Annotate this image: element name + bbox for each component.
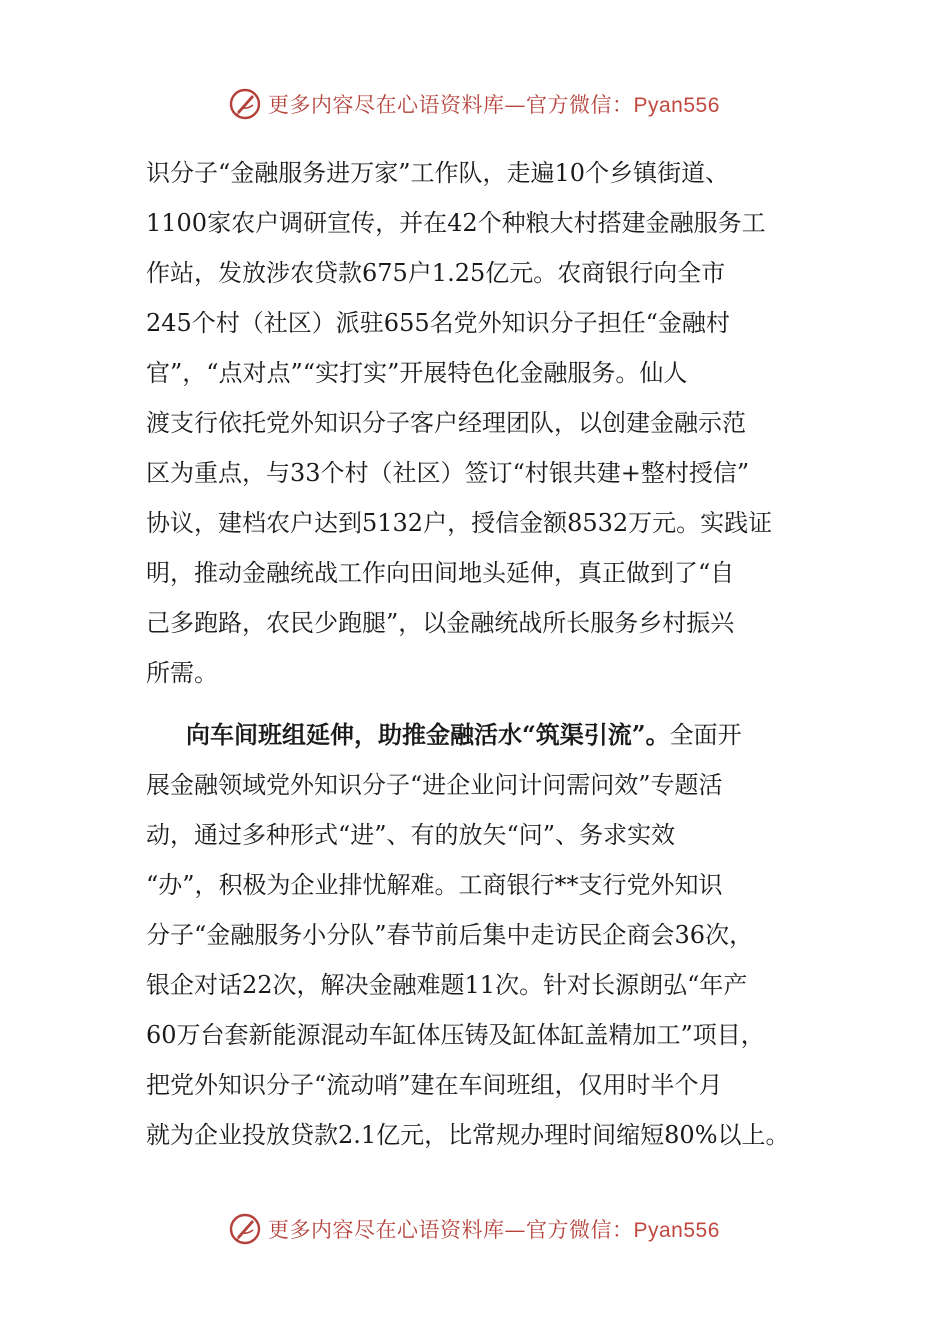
quill-pen-logo-icon bbox=[228, 1212, 262, 1246]
paragraph-first-line bbox=[146, 710, 814, 760]
text-line: 245个村（社区）派驻655名党外知识分子担任“金融村 bbox=[146, 309, 730, 337]
text-line: 识分子“金融服务进万家”工作队，走遍10个乡镇街道、 bbox=[146, 159, 730, 187]
text-line: 协议，建档农户达到5132户，授信金额8532万元。实践证 bbox=[146, 509, 773, 537]
text-line: 1100家农户调研宣传，并在42个种粮大村搭建金融服务工 bbox=[146, 209, 766, 237]
text-line: 分子“金融服务小分队”春节前后集中走访民企商会36次， bbox=[146, 921, 754, 949]
paragraph-rural-finance bbox=[146, 148, 814, 698]
text-line: “办”，积极为企业排忧解难。工商银行**支行党外知识 bbox=[146, 871, 723, 899]
quill-pen-logo-icon bbox=[228, 87, 262, 121]
text-line: 官”，“点对点”“实打实”开展特色化金融服务。仙人 bbox=[146, 359, 688, 387]
section-heading: 向车间班组延伸，助推金融活水“筑渠引流”。 bbox=[186, 720, 670, 749]
text-line: 60万台套新能源混动车缸体压铸及缸体缸盖精加工”项目， bbox=[146, 1021, 765, 1049]
text-line: 所需。 bbox=[146, 659, 218, 687]
banner-text: 更多内容尽在心语资料库—官方微信：Pyan556 bbox=[268, 93, 720, 117]
text-line: 区为重点，与33个村（社区）签订“村银共建+整村授信” bbox=[146, 459, 750, 487]
header-watermark-banner bbox=[228, 84, 720, 124]
banner-wechat-handle: Pyan556 bbox=[633, 1219, 720, 1242]
text-run: 全面开 bbox=[669, 721, 742, 749]
text-line: 银企对话22次，解决金融难题11次。针对长源朗弘“年产 bbox=[146, 971, 748, 999]
text-line: 展金融领域党外知识分子“进企业问计问需问效”专题活 bbox=[146, 771, 723, 799]
text-line: 明，推动金融统战工作向田间地头延伸，真正做到了“自 bbox=[146, 559, 735, 587]
banner-text: 更多内容尽在心语资料库—官方微信：Pyan556 bbox=[268, 1218, 720, 1242]
text-line: 动，通过多种形式“进”、有的放矢“问”、务求实效 bbox=[146, 821, 676, 849]
text-line: 己多跑路，农民少跑腿”，以金融统战所长服务乡村振兴 bbox=[146, 609, 735, 637]
text-line: 渡支行依托党外知识分子客户经理团队，以创建金融示范 bbox=[146, 409, 746, 437]
text-line: 作站，发放涉农贷款675户1.25亿元。农商银行向全市 bbox=[146, 259, 726, 287]
document-body bbox=[146, 148, 814, 1160]
footer-watermark-banner bbox=[228, 1209, 720, 1249]
text-line: 就为企业投放贷款2.1亿元，比常规办理时间缩短80%以上。 bbox=[146, 1121, 790, 1149]
paragraph-workshop-finance bbox=[146, 710, 814, 1160]
text-line: 把党外知识分子“流动哨”建在车间班组，仅用时半个月 bbox=[146, 1071, 723, 1099]
banner-wechat-handle: Pyan556 bbox=[633, 94, 720, 117]
